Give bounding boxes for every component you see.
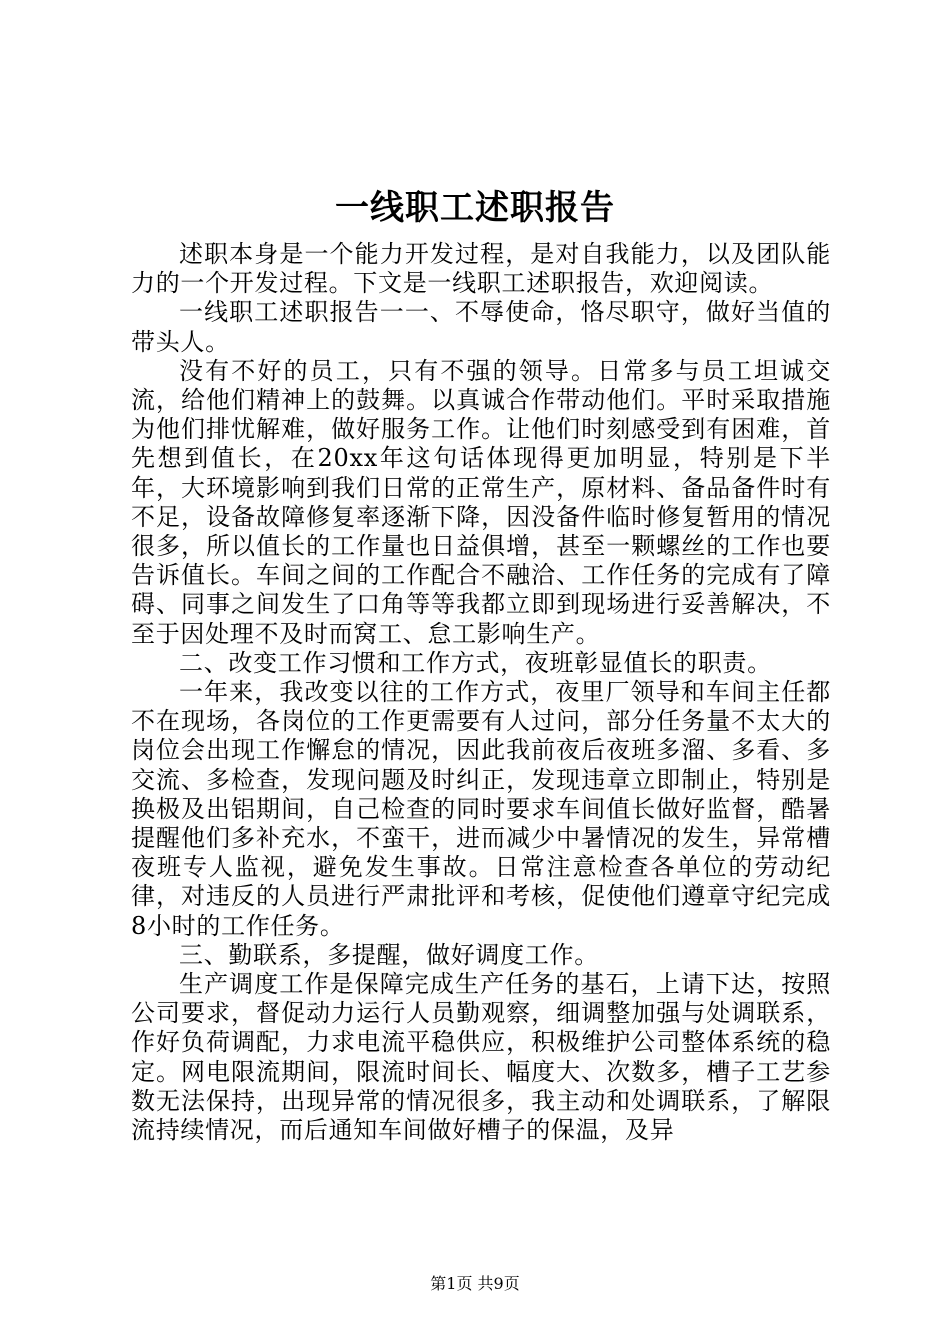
paragraph-section-1-body: 没有不好的员工，只有不强的领导。日常多与员工坦诚交流，给他们精神上的鼓舞。以真诚合作带动他们。平时采取措施为他们排忧解难，做好服务工作。让他们时刻感受到有困难，首先想到值长，在20xx年这句话体现得更加明显，特别是下半年，大环境影响到我们日常的正常生产，原材料、备品备件时有不足，设备故障修复率逐渐下降，因没备件临时修复暂用的情况很多，所以值长的工作量也日益俱增，甚至一颗螺丝的工作也要告诉值长。车间之间的工作配合不融洽、工作任务的完成有了障碍、同事之间发生了口角等等我都立即到现场进行妥善解决，不至于因处理不及时而窝工、怠工影响生产。 [131,356,831,648]
paragraph-section-2-heading: 二、改变工作习惯和工作方式，夜班彰显值长的职责。 [179,648,772,677]
paragraph-intro: 述职本身是一个能力开发过程，是对自我能力，以及团队能力的一个开发过程。下文是一线职工述职报告，欢迎阅读。 [131,240,831,298]
paragraph-section-2-body: 一年来，我改变以往的工作方式，夜里厂领导和车间主任都不在现场，各岗位的工作更需要有人过问，部分任务量不太大的岗位会出现工作懈怠的情况，因此我前夜后夜班多溜、多看、多交流、多检查，发现问题及时纠正，发现违章立即制止，特别是换极及出铝期间，自己检查的同时要求车间值长做好监督，酷暑提醒他们多补充水，不蛮干，进而减少中暑情况的发生，异常槽夜班专人监视，避免发生事故。日常注意检查各单位的劳动纪律，对违反的人员进行严肃批评和考核，促使他们遵章守纪完成8小时的工作任务。 [131,678,831,940]
document-body [131,240,831,1145]
document-title: 一线职工述职报告 [335,188,615,228]
paragraph-section-1-heading: 一线职工述职报告一一、不辱使命，恪尽职守，做好当值的带头人。 [131,298,831,356]
paragraph-section-3-heading: 三、勤联系，多提醒，做好调度工作。 [179,940,599,969]
paragraph-section-3-body: 生产调度工作是保障完成生产任务的基石，上请下达，按照公司要求，督促动力运行人员勤观察，细调整加强与处调联系，作好负荷调配，力求电流平稳供应，积极维护公司整体系统的稳定。网电限流期间，限流时间长、幅度大、次数多，槽子工艺参数无法保持，出现异常的情况很多，我主动和处调联系，了解限流持续情况，而后通知车间做好槽子的保温，及异 [131,970,831,1145]
page-number-footer: 第1页 共9页 [430,1274,520,1293]
